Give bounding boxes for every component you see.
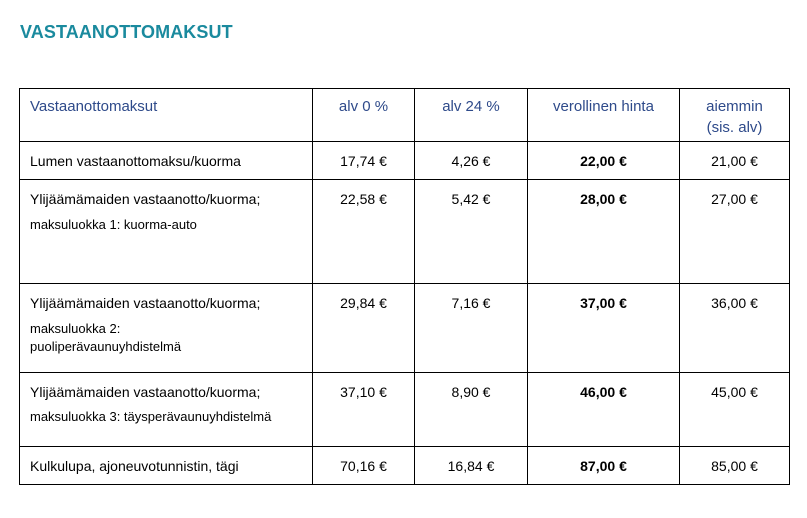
table-row [20, 180, 790, 284]
row-name: Lumen vastaanottomaksu/kuorma [30, 153, 241, 169]
table-row [20, 284, 790, 373]
row-subtext-2: puoliperävaunuyhdistelmä [30, 339, 182, 354]
page-title: VASTAANOTTOMAKSUT [20, 22, 233, 42]
row-name: Ylijäämämaiden vastaanotto/kuorma; [30, 384, 261, 400]
table-row [20, 142, 790, 180]
row-alv24: 4,26 € [415, 142, 528, 180]
header-taxed-price: verollinen hinta [528, 89, 680, 142]
row-name-cell [20, 142, 313, 180]
row-alv0: 22,58 € [313, 180, 415, 284]
row-name-cell [20, 180, 313, 284]
row-name: Kulkulupa, ajoneuvotunnistin, tägi [30, 458, 239, 474]
header-previous-line1: aiemmin [706, 98, 763, 115]
table-row [20, 373, 790, 447]
row-name-cell [20, 284, 313, 373]
table-header-row [20, 89, 790, 142]
row-previous: 21,00 € [680, 142, 790, 180]
row-previous: 45,00 € [680, 373, 790, 447]
row-subtext: maksuluokka 1: kuorma-auto [30, 217, 197, 232]
header-previous-line2: (sis. alv) [706, 119, 763, 136]
header-previous [680, 89, 790, 142]
row-taxed-price: 46,00 € [528, 373, 680, 447]
header-alv0: alv 0 % [313, 89, 415, 142]
row-previous: 36,00 € [680, 284, 790, 373]
row-name-cell [20, 447, 313, 485]
row-previous: 85,00 € [680, 447, 790, 485]
row-taxed-price: 22,00 € [528, 142, 680, 180]
row-alv0: 29,84 € [313, 284, 415, 373]
row-alv0: 17,74 € [313, 142, 415, 180]
row-name: Ylijäämämaiden vastaanotto/kuorma; [30, 295, 261, 311]
row-taxed-price: 28,00 € [528, 180, 680, 284]
fees-table [19, 88, 790, 485]
row-name: Ylijäämämaiden vastaanotto/kuorma; [30, 191, 261, 207]
header-name: Vastaanottomaksut [20, 89, 313, 142]
header-alv24: alv 24 % [415, 89, 528, 142]
row-alv24: 5,42 € [415, 180, 528, 284]
row-alv24: 8,90 € [415, 373, 528, 447]
row-alv24: 16,84 € [415, 447, 528, 485]
row-alv0: 37,10 € [313, 373, 415, 447]
row-taxed-price: 37,00 € [528, 284, 680, 373]
row-taxed-price: 87,00 € [528, 447, 680, 485]
row-subtext: maksuluokka 2: [30, 321, 121, 336]
row-name-cell [20, 373, 313, 447]
row-previous: 27,00 € [680, 180, 790, 284]
row-subtext: maksuluokka 3: täysperävaunuyhdistelmä [30, 409, 272, 424]
row-alv24: 7,16 € [415, 284, 528, 373]
row-alv0: 70,16 € [313, 447, 415, 485]
table-row [20, 447, 790, 485]
